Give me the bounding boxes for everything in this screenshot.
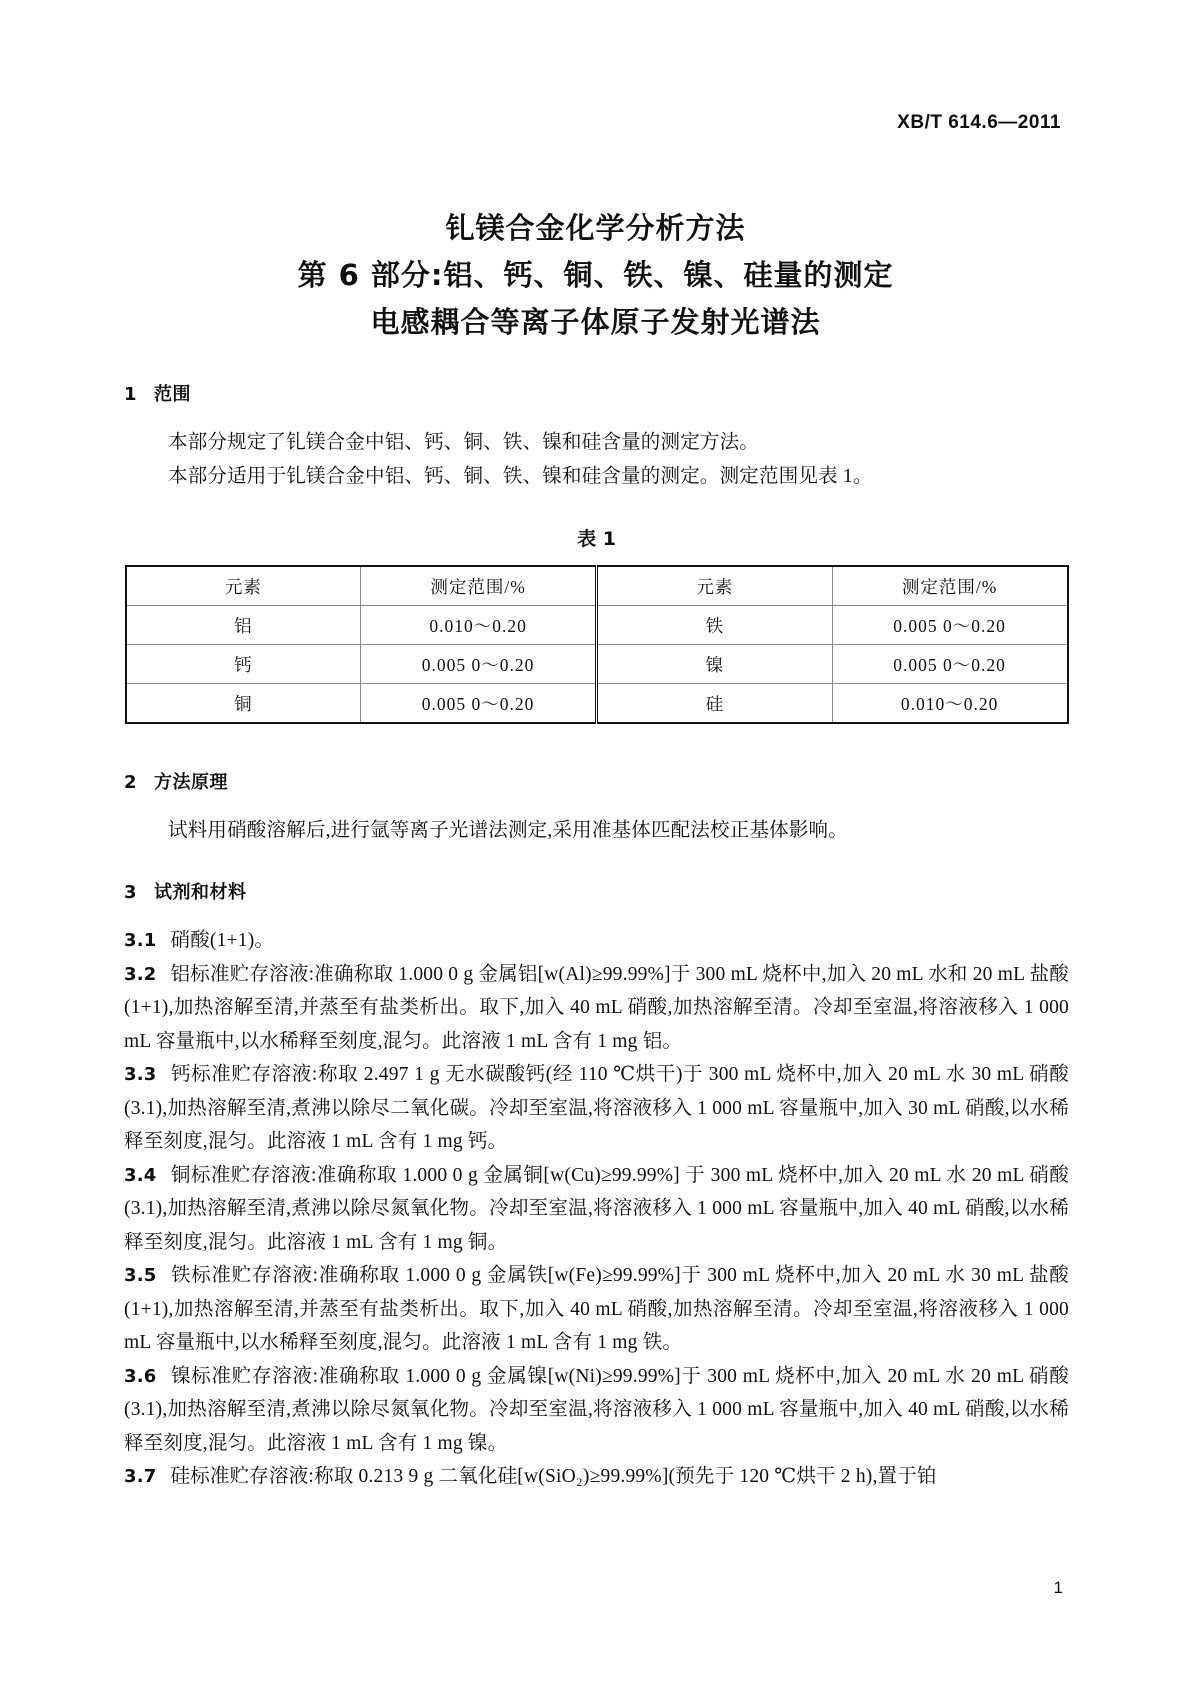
- principle-paragraph-1: 试料用硝酸溶解后,进行氩等离子光谱法测定,采用准基体匹配法校正基体影响。: [168, 820, 848, 841]
- table-cell-range: 0.005 0～0.20: [832, 645, 1067, 684]
- page-number: 1: [1053, 1578, 1063, 1597]
- reagent-item: [124, 1360, 1069, 1461]
- reagent-item-number: 3.3: [124, 1064, 157, 1085]
- table-header-row: [126, 566, 1068, 606]
- reagent-item-number: 3.2: [124, 963, 157, 985]
- section-number-1: 1: [124, 384, 138, 405]
- section-heading-scope: [124, 380, 1069, 406]
- table-cell-element: 铝: [126, 606, 361, 645]
- table-cell-element: 硅: [596, 684, 832, 724]
- reagent-item-text: 铜标准贮存溶液:准确称取 1.000 0 g 金属铜[w(Cu)≥99.99%] 于 300 mL 烧杯中,加入 20 mL 水 20 mL 硝酸(3.1),加热溶解至清,煮沸以除尽氮氧化物。冷却至室温,将溶液移入 1 000 mL 容量瓶中,加入 40 mL 硝酸,以水稀释至刻度,混匀。此溶液 1 mL 含有 1 mg 铜。: [124, 1164, 1069, 1253]
- table-cell-range: 0.005 0～0.20: [361, 684, 597, 724]
- table-row: [126, 645, 1068, 684]
- section-heading-principle: [124, 768, 1069, 794]
- table-cell-range: 0.005 0～0.20: [361, 645, 597, 684]
- reagent-item: [124, 1058, 1069, 1159]
- reagent-item-number: 3.4: [124, 1164, 157, 1186]
- scope-paragraph-2: 本部分适用于钆镁合金中铝、钙、铜、铁、镍和硅含量的测定。测定范围见表 1。: [168, 466, 873, 487]
- reagent-item: [124, 1259, 1069, 1360]
- table-cell-range: 0.010～0.20: [361, 606, 597, 645]
- reagent-item: [124, 958, 1069, 1059]
- title-line-1: 钆镁合金化学分析方法: [445, 211, 746, 245]
- reagent-item-number: 3.1: [124, 930, 157, 951]
- reagent-item-number: 3.6: [124, 1365, 157, 1387]
- reagent-item-text: 铁标准贮存溶液:准确称取 1.000 0 g 金属铁[w(Fe)≥99.99%]于 300 mL 烧杯中,加入 20 mL 水 30 mL 盐酸(1+1),加热溶解至清,并蒸至有盐类析出。取下,加入 40 mL 硝酸,加热溶解至清。冷却至室温,将溶液移入 1 000 mL 容量瓶中,以水稀释至刻度,混匀。此溶液 1 mL 含有 1 mg 铁。: [124, 1265, 1069, 1353]
- table-cell-element: 钙: [126, 645, 361, 684]
- section-title-2: 方法原理: [154, 772, 228, 793]
- table-cell-element: 铁: [596, 606, 832, 645]
- title-line-2: 第 6 部分:铝、钙、铜、铁、镍、硅量的测定: [297, 258, 894, 292]
- measurement-range-table: [125, 565, 1069, 724]
- section-number-2: 2: [124, 772, 138, 793]
- table-header-range-left: 测定范围/%: [361, 566, 597, 606]
- section-title-1: 范围: [154, 384, 191, 405]
- table-cell-element: 镍: [596, 645, 832, 684]
- section-heading-reagents: [124, 878, 1069, 904]
- document-body: [124, 380, 1069, 1494]
- table-cell-range: 0.005 0～0.20: [832, 606, 1067, 645]
- reagent-item-text: 镍标准贮存溶液:准确称取 1.000 0 g 金属镍[w(Ni)≥99.99%]于 300 mL 烧杯中,加入 20 mL 水 20 mL 硝酸(3.1),加热溶解至清,煮沸以除尽氮氧化物。冷却至室温,将溶液移入 1 000 mL 容量瓶中,加入 40 mL 硝酸,以水稀释至刻度,混匀。此溶液 1 mL 含有 1 mg 镍。: [124, 1365, 1069, 1454]
- section-number-3: 3: [124, 882, 138, 903]
- reagent-item-text: 钙标准贮存溶液:称取 2.497 1 g 无水碳酸钙(经 110 ℃烘干)于 300 mL 烧杯中,加入 20 mL 水 30 mL 硝酸(3.1),加热溶解至清,煮沸以除尽二氧化碳。冷却至室温,将溶液移入 1 000 mL 容量瓶中,加入 30 mL 硝酸,以水稀释至刻度,混匀。此溶液 1 mL 含有 1 mg 钙。: [124, 1064, 1069, 1152]
- reagent-item-number: 3.7: [124, 1466, 157, 1487]
- scope-paragraph-1: 本部分规定了钆镁合金中铝、钙、铜、铁、镍和硅含量的测定方法。: [168, 432, 760, 453]
- table-row: [126, 606, 1068, 645]
- table-caption: 表 1: [577, 528, 616, 550]
- title-line-3: 电感耦合等离子体原子发射光谱法: [370, 305, 821, 339]
- section-title-3: 试剂和材料: [154, 882, 247, 903]
- table-header-element-right: 元素: [596, 566, 832, 606]
- reagent-item-text: 铝标准贮存溶液:准确称取 1.000 0 g 金属铝[w(Al)≥99.99%]于 300 mL 烧杯中,加入 20 mL 水和 20 mL 盐酸(1+1),加热溶解至清,并蒸至有盐类析出。取下,加入 40 mL 硝酸,加热溶解至清。冷却至室温,将溶液移入 1 000 mL 容量瓶中,以水稀释至刻度,混匀。此溶液 1 mL 含有 1 mg 铝。: [124, 963, 1069, 1052]
- reagent-item-text: 硝酸(1+1)。: [170, 930, 275, 951]
- reagent-item-number: 3.5: [124, 1265, 157, 1286]
- table-row: [126, 684, 1068, 724]
- standard-code-header: XB/T 614.6—2011: [897, 112, 1061, 133]
- table-header-element-left: 元素: [126, 566, 361, 606]
- reagent-item: [124, 1159, 1069, 1260]
- table-cell-range: 0.010～0.20: [832, 684, 1067, 724]
- table-cell-element: 铜: [126, 684, 361, 724]
- reagent-item: [124, 1460, 1069, 1494]
- table-header-range-right: 测定范围/%: [832, 566, 1067, 606]
- document-title: [0, 205, 1191, 346]
- reagent-item: [124, 924, 1069, 958]
- reagent-item-text: 硅标准贮存溶液:称取 0.213 9 g 二氧化硅[w(SiO₂)≥99.99%](预先于 120 ℃烘干 2 h),置于铂: [170, 1466, 937, 1487]
